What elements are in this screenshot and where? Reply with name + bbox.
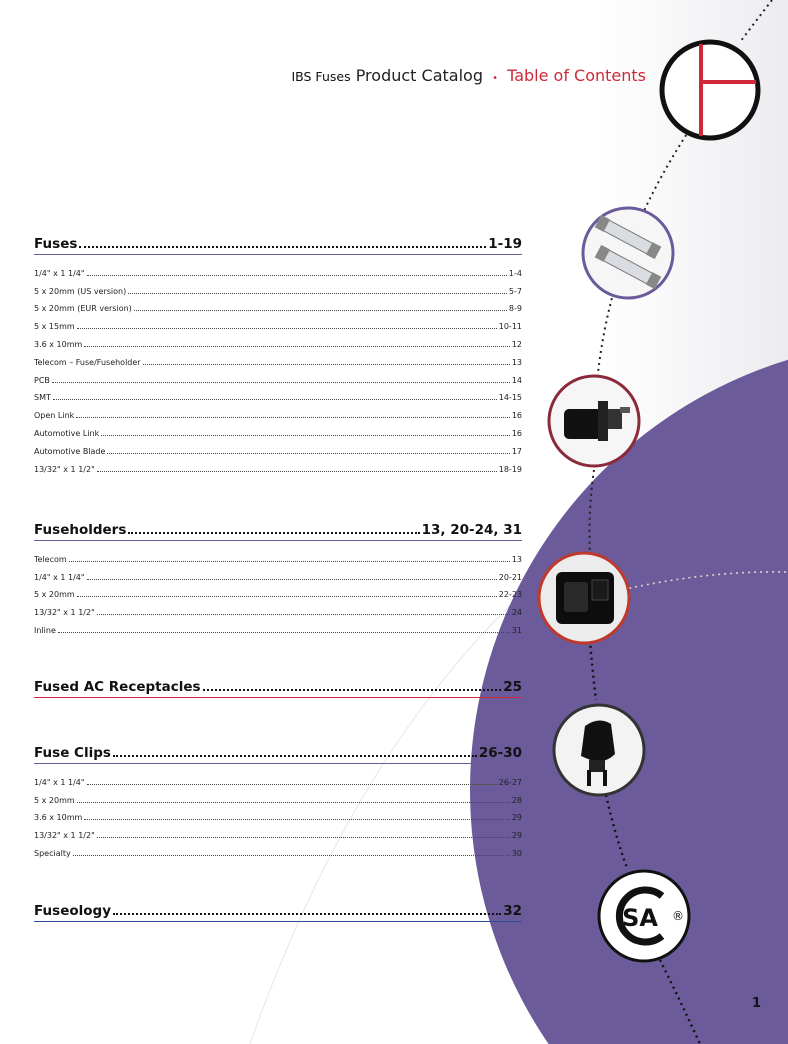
toc-entry[interactable] bbox=[34, 367, 522, 385]
section-title: Fuseholders bbox=[34, 522, 127, 538]
entry-page: 13 bbox=[511, 357, 522, 367]
dot-leader bbox=[128, 532, 419, 534]
toc-section-fuseholders bbox=[34, 522, 522, 635]
toc-entry[interactable] bbox=[34, 402, 522, 420]
dot-leader bbox=[87, 579, 497, 580]
dot-leader bbox=[84, 346, 510, 347]
toc-entry[interactable] bbox=[34, 260, 522, 278]
dot-leader bbox=[53, 399, 497, 400]
dot-leader bbox=[77, 328, 497, 329]
section-pages: 32 bbox=[503, 903, 522, 919]
entry-page: 18-19 bbox=[498, 464, 522, 474]
toc-entry[interactable] bbox=[34, 546, 522, 564]
entry-page: 1-4 bbox=[508, 268, 522, 278]
section-title: Fused AC Receptacles bbox=[34, 679, 201, 695]
toc-section-fuseology bbox=[34, 903, 522, 927]
entry-page: 20-21 bbox=[498, 572, 522, 582]
entry-page: 29 bbox=[511, 831, 522, 841]
section-pages: 26-30 bbox=[478, 745, 522, 761]
toc-entry[interactable] bbox=[34, 564, 522, 582]
entry-page: 31 bbox=[511, 625, 522, 635]
entry-label: 3.6 x 10mm bbox=[34, 339, 83, 349]
section-pages: 25 bbox=[503, 679, 522, 695]
entry-label: 5 x 20mm bbox=[34, 590, 75, 600]
header-toc-title: Table of Contents bbox=[507, 66, 646, 85]
entry-label: Inline bbox=[34, 625, 56, 635]
entry-label: 1/4" x 1 1/4" bbox=[34, 268, 85, 278]
section-underline bbox=[34, 540, 522, 541]
entry-page: 8-9 bbox=[508, 304, 522, 314]
toc-section-fused-ac-receptacles bbox=[34, 679, 522, 703]
entry-page: 26-27 bbox=[498, 777, 522, 787]
entry-label: 1/4" x 1 1/4" bbox=[34, 777, 85, 787]
inline-fuseholder-icon bbox=[551, 702, 647, 798]
section-heading[interactable] bbox=[34, 903, 522, 921]
dot-leader bbox=[69, 561, 510, 562]
entry-label: 5 x 20mm (EUR version) bbox=[34, 304, 132, 314]
dot-leader bbox=[134, 310, 507, 311]
entry-label: 5 x 15mm bbox=[34, 322, 75, 332]
entry-label: Automotive Blade bbox=[34, 446, 106, 456]
dot-leader bbox=[52, 382, 510, 383]
csa-mark-icon bbox=[596, 868, 692, 964]
header-separator: • bbox=[492, 73, 498, 84]
header-brand: IBS Fuses bbox=[291, 69, 351, 84]
panel-fuseholder-icon bbox=[546, 373, 642, 469]
header bbox=[291, 66, 646, 90]
toc-section-fuses bbox=[34, 236, 522, 474]
entry-label: Specialty bbox=[34, 848, 71, 858]
dot-leader bbox=[113, 913, 501, 915]
entry-label: SMT bbox=[34, 393, 51, 403]
entry-page: 5-7 bbox=[508, 286, 522, 296]
toc-entry[interactable] bbox=[34, 385, 522, 403]
toc-entry[interactable] bbox=[34, 331, 522, 349]
dot-leader bbox=[77, 596, 497, 597]
dot-leader bbox=[101, 435, 510, 436]
toc-entry[interactable] bbox=[34, 617, 522, 635]
dot-leader bbox=[203, 689, 502, 691]
entry-label: Telecom – Fuse/Fuseholder bbox=[34, 357, 141, 367]
dot-leader bbox=[97, 614, 510, 615]
toc-entry[interactable] bbox=[34, 456, 522, 474]
dot-leader bbox=[76, 417, 510, 418]
entry-page: 14-15 bbox=[498, 393, 522, 403]
dot-leader bbox=[77, 802, 510, 803]
toc-entry[interactable] bbox=[34, 582, 522, 600]
entry-page: 24 bbox=[511, 608, 522, 618]
entry-label: 13/32" x 1 1/2" bbox=[34, 608, 95, 618]
header-catalog: Product Catalog bbox=[355, 66, 483, 85]
section-pages: 1-19 bbox=[488, 236, 522, 252]
entry-label: Automotive Link bbox=[34, 428, 100, 438]
section-title: Fuses bbox=[34, 236, 78, 252]
entry-label: 13/32" x 1 1/2" bbox=[34, 831, 95, 841]
entry-page: 16 bbox=[511, 428, 522, 438]
dot-leader bbox=[87, 275, 507, 276]
toc-section-fuse-clips bbox=[34, 745, 522, 858]
toc-entry[interactable] bbox=[34, 278, 522, 296]
toc-entry[interactable] bbox=[34, 787, 522, 805]
entry-label: 1/4" x 1 1/4" bbox=[34, 572, 85, 582]
entry-label: 5 x 20mm (US version) bbox=[34, 286, 127, 296]
entry-page: 22-23 bbox=[498, 590, 522, 600]
dot-leader bbox=[58, 632, 510, 633]
toc-entry[interactable] bbox=[34, 769, 522, 787]
csa-text: SA bbox=[622, 904, 658, 932]
toc-entry[interactable] bbox=[34, 599, 522, 617]
entry-label: 13/32" x 1 1/2" bbox=[34, 464, 95, 474]
toc-entry[interactable] bbox=[34, 349, 522, 367]
entry-page: 30 bbox=[511, 848, 522, 858]
toc-entry[interactable] bbox=[34, 296, 522, 314]
toc-entry[interactable] bbox=[34, 805, 522, 823]
entry-page: 17 bbox=[511, 446, 522, 456]
entry-page: 14 bbox=[511, 375, 522, 385]
dot-leader bbox=[97, 837, 510, 838]
page-number: 1 bbox=[752, 996, 762, 1011]
dot-leader bbox=[97, 471, 497, 472]
toc-entry[interactable] bbox=[34, 840, 522, 858]
toc-entry[interactable] bbox=[34, 313, 522, 331]
entry-label: PCB bbox=[34, 375, 50, 385]
entry-label: 3.6 x 10mm bbox=[34, 813, 83, 823]
entry-page: 16 bbox=[511, 411, 522, 421]
section-heading[interactable] bbox=[34, 522, 522, 540]
dot-leader bbox=[107, 453, 509, 454]
dot-leader bbox=[79, 246, 486, 248]
dot-leader bbox=[128, 293, 507, 294]
entry-label: 5 x 20mm bbox=[34, 795, 75, 805]
section-heading[interactable] bbox=[34, 679, 522, 697]
section-underline bbox=[34, 697, 522, 698]
toc-entry[interactable] bbox=[34, 822, 522, 840]
entry-label: Open Link bbox=[34, 411, 75, 421]
logo-circle-icon bbox=[658, 38, 762, 142]
entry-label: Telecom bbox=[34, 554, 67, 564]
toc-entry[interactable] bbox=[34, 438, 522, 456]
section-heading[interactable] bbox=[34, 236, 522, 254]
ac-receptacle-icon bbox=[536, 550, 632, 646]
csa-registered: ® bbox=[672, 909, 684, 923]
section-underline bbox=[34, 763, 522, 764]
entry-page: 13 bbox=[511, 554, 522, 564]
section-title: Fuse Clips bbox=[34, 745, 111, 761]
entry-page: 12 bbox=[511, 339, 522, 349]
dot-leader bbox=[113, 755, 477, 757]
entry-page: 10-11 bbox=[498, 322, 522, 332]
dot-leader bbox=[73, 855, 510, 856]
entry-page: 29 bbox=[511, 813, 522, 823]
section-pages: 13, 20-24, 31 bbox=[421, 522, 522, 538]
entry-page: 28 bbox=[511, 795, 522, 805]
section-title: Fuseology bbox=[34, 903, 111, 919]
dot-leader bbox=[84, 819, 510, 820]
toc-entry[interactable] bbox=[34, 420, 522, 438]
glass-fuses-icon bbox=[580, 205, 676, 301]
dot-leader bbox=[87, 784, 497, 785]
section-underline bbox=[34, 921, 522, 922]
section-heading[interactable] bbox=[34, 745, 522, 763]
section-underline bbox=[34, 254, 522, 255]
dot-leader bbox=[143, 364, 510, 365]
